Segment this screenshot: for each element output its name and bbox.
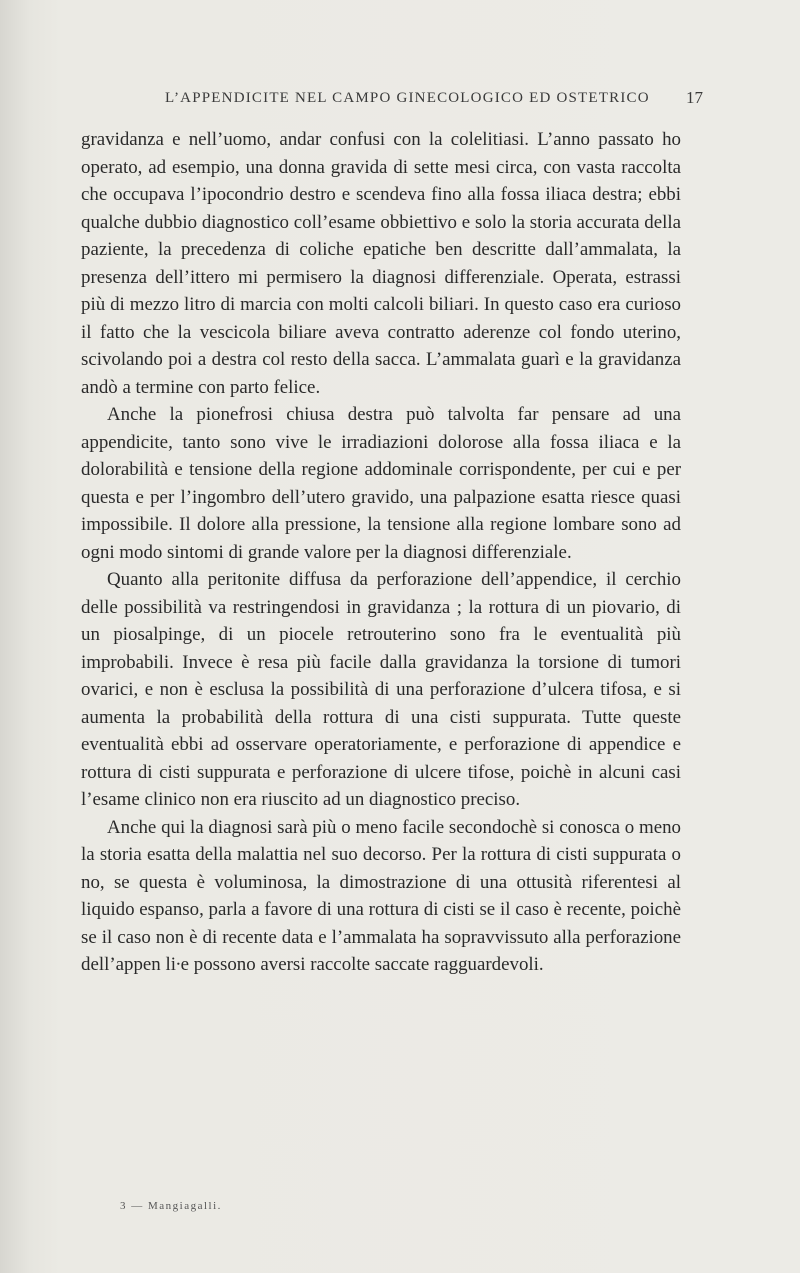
paragraph-3: Quanto alla peritonite diffusa da perforazione dell’appendice, il cerchio delle possibilità va restringendosi in gravidanza ; la rottura di un piovario, di un piosalpinge, di un piocele retrouterino sono fra le eventualità più improbabili. Invece è resa più facile dalla gravidanza la torsione di tumori ovarici, e non è esclusa la possibilità di una perforazione d’ulcera tifosa, e si aumenta la probabilità della rottura di una cisti suppurata. Tutte queste eventualità ebbi ad osservare operatoriamente, e perforazione di appendice e rottura di cisti suppurata e perforazione di ulcere tifose, poichè in alcuni casi l’esame clinico non era riuscito ad un diagnostico preciso. [81,569,681,810]
body-text [81,126,681,979]
signature-mark: 3 — Mangiagalli. [120,1200,222,1212]
paragraph-1: gravidanza e nell’uomo, andar confusi con la colelitiasi. L’anno passato ho operato, ad esempio, una donna gravida di sette mesi circa, con vasta raccolta che occupava l’ipocondrio destro e scendeva fino alla fossa iliaca destra; ebbi qualche dubbio diagnostico coll’esame obbiettivo e solo la storia accurata della paziente, la precedenza di coliche epatiche ben descritte dall’ammalata, la presenza dell’ittero mi permisero la diagnosi differenziale. Operata, estrassi più di mezzo litro di marcia con molti calcoli biliari. In questo caso era curioso il fatto che la vescicola biliare aveva contratto aderenze col fondo uterino, scivolando poi a destra col resto della sacca. L’ammalata guarì e la gravidanza andò a termine con parto felice. [81,129,681,398]
page-number: 17 [686,88,703,107]
paragraph-2: Anche la pionefrosi chiusa destra può talvolta far pensare ad una appendicite, tanto sono vive le irradiazioni dolorose alla fossa iliaca e la dolorabilità e tensione della regione addominale corrispondente, per cui e per questa e per l’ingombro dell’utero gravido, una palpazione esatta riesce quasi impossibile. Il dolore alla pressione, la tensione alla regione lombare sono ad ogni modo sintomi di grande valore per la diagnosi differenziale. [81,404,681,563]
running-title: L’APPENDICITE NEL CAMPO GINECOLOGICO ED OSTETRICO [165,90,650,106]
paragraph-4: Anche qui la diagnosi sarà più o meno facile secondochè si conosca o meno la storia esatta della malattia nel suo decorso. Per la rottura di cisti suppurata o no, se questa è voluminosa, la dimostrazione di una ottusità riferentesi al liquido espanso, parla a favore di una rottura di cisti se il caso è recente, poichè se il caso non è di recente data e l’ammalata ha sopravvissuto alla perforazione dell’appen li∙e possono aversi raccolte saccate ragguardevoli. [81,816,681,975]
